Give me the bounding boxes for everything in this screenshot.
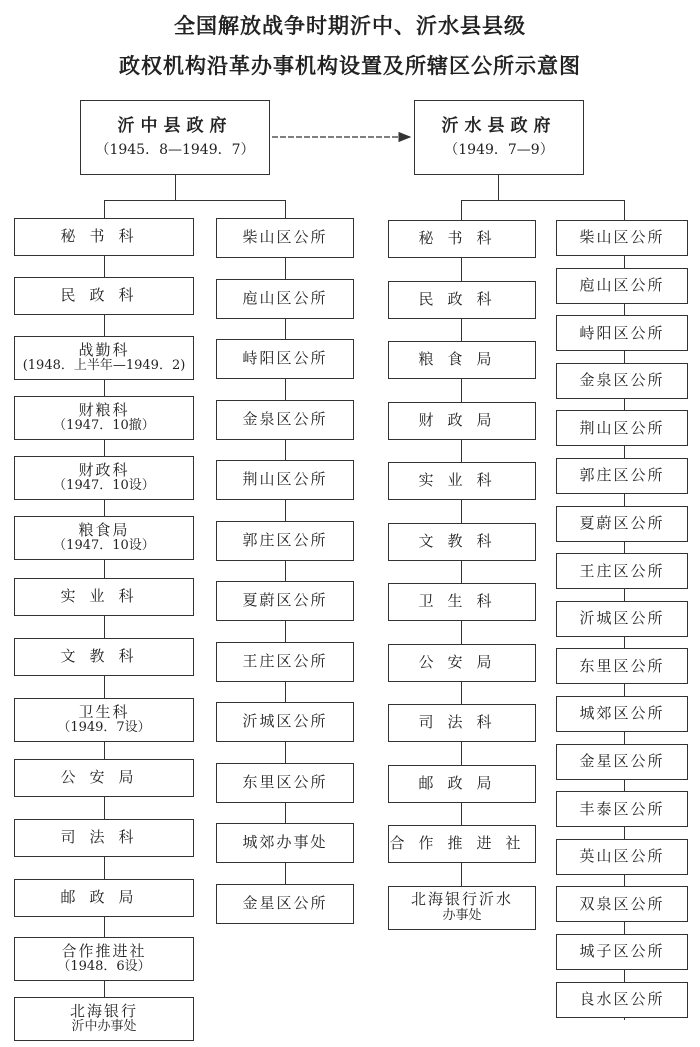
dept-name: 秘书科 xyxy=(60,227,148,246)
dept-note: 沂中办事处 xyxy=(71,1019,137,1035)
right-districts-box xyxy=(556,601,688,637)
left-districts-box xyxy=(216,400,354,440)
district-name: 金泉区公所 xyxy=(242,409,328,428)
right-districts-box xyxy=(556,934,688,970)
district-name: 沂城区公所 xyxy=(579,609,665,628)
district-name: 庖山区公所 xyxy=(242,288,328,307)
right-stem xyxy=(498,175,499,200)
district-name: 荆山区公所 xyxy=(579,418,665,437)
right-districts-box xyxy=(556,268,688,304)
right-districts-box xyxy=(556,220,688,256)
dept-name: 秘书科 xyxy=(418,229,506,248)
right-districts-box xyxy=(556,839,688,875)
left-stem xyxy=(175,175,176,200)
left-districts-box xyxy=(216,279,354,319)
left-depts-box xyxy=(14,937,194,981)
dept-note: （1947．10设） xyxy=(53,538,155,554)
district-name: 王庄区公所 xyxy=(579,561,665,580)
left-depts-box xyxy=(14,218,194,256)
dept-note: (1948．上半年—1949．2) xyxy=(22,358,186,374)
chart-title-line1: 全国解放战争时期沂中、沂水县县级 xyxy=(174,13,526,38)
district-name: 柴山区公所 xyxy=(579,228,665,247)
left-districts-box xyxy=(216,702,354,742)
dept-name: 公安局 xyxy=(60,768,148,787)
left-districts-box xyxy=(216,823,354,863)
district-name: 金星区公所 xyxy=(579,751,665,770)
left-depts-box xyxy=(14,759,194,797)
right-depts-box xyxy=(388,220,536,258)
right-depts-box xyxy=(388,765,536,803)
right-depts-box xyxy=(388,462,536,500)
dept-name: 财政局 xyxy=(418,410,506,429)
district-name: 夏蔚区公所 xyxy=(579,513,665,532)
left-depts-box xyxy=(14,396,194,440)
dept-name: 公安局 xyxy=(418,652,506,671)
dept-name: 文教科 xyxy=(418,531,506,550)
left-depts-box xyxy=(14,516,194,560)
district-name: 城子区公所 xyxy=(579,942,665,961)
district-name: 柴山区公所 xyxy=(242,228,328,247)
right-depts-box xyxy=(388,583,536,621)
left-depts-box xyxy=(14,879,194,917)
left-districts-box xyxy=(216,521,354,561)
district-name: 丰泰区公所 xyxy=(579,799,665,818)
right-districts-box xyxy=(556,458,688,494)
right-depts-box xyxy=(388,281,536,319)
left-districts-box xyxy=(216,763,354,803)
district-name: 英山区公所 xyxy=(579,847,665,866)
right-districts-box xyxy=(556,791,688,827)
district-name: 东里区公所 xyxy=(242,772,328,791)
left-districts-box xyxy=(216,884,354,924)
district-name: 峙阳区公所 xyxy=(579,323,665,342)
district-name: 城郊办事处 xyxy=(242,833,328,852)
dept-name: 卫生科 xyxy=(78,702,130,721)
district-name: 良水区公所 xyxy=(579,989,665,1008)
left-districts-box xyxy=(216,218,354,258)
right-depts-box xyxy=(388,704,536,742)
district-name: 沂城区公所 xyxy=(242,712,328,731)
left-depts-box xyxy=(14,997,194,1041)
district-name: 夏蔚区公所 xyxy=(242,591,328,610)
district-name: 王庄区公所 xyxy=(242,651,328,670)
district-name: 郭庄区公所 xyxy=(579,466,665,485)
district-name: 金星区公所 xyxy=(242,893,328,912)
right-depts-box xyxy=(388,886,536,930)
right-depts-box xyxy=(388,402,536,440)
dept-name: 财政科 xyxy=(78,460,130,479)
dept-name: 卫生科 xyxy=(418,592,506,611)
district-name: 东里区公所 xyxy=(579,656,665,675)
left-branch xyxy=(104,200,285,201)
right-depts-box xyxy=(388,341,536,379)
left-depts-box xyxy=(14,638,194,676)
right-districts-box xyxy=(556,363,688,399)
dept-name: 实业科 xyxy=(418,471,506,490)
left-depts-box xyxy=(14,698,194,742)
dept-name: 邮政局 xyxy=(418,773,506,792)
dept-note: （1947．10撤） xyxy=(53,418,155,434)
dept-name: 民政科 xyxy=(60,286,148,305)
chart-title-line2: 政权机构沿革办事机构设置及所辖区公所示意图 xyxy=(119,53,581,78)
dept-name: 粮食局 xyxy=(78,520,130,539)
district-name: 峙阳区公所 xyxy=(242,349,328,368)
district-name: 双泉区公所 xyxy=(579,894,665,913)
right-districts-box xyxy=(556,696,688,732)
district-name: 荆山区公所 xyxy=(242,470,328,489)
left-districts-box xyxy=(216,581,354,621)
right-districts-box xyxy=(556,553,688,589)
dept-note: 办事处 xyxy=(442,907,482,923)
dept-note: （1947．10设） xyxy=(53,478,155,494)
left-districts-box xyxy=(216,642,354,682)
dept-note: （1948．6设） xyxy=(57,959,151,975)
left-depts-box xyxy=(14,819,194,857)
left-government-period: （1945．8—1949．7） xyxy=(95,142,255,159)
right-districts-box xyxy=(556,886,688,922)
right-depts-box xyxy=(388,644,536,682)
right-government-name: 沂水县政府 xyxy=(441,115,557,136)
dept-name: 实业科 xyxy=(60,587,148,606)
right-districts-box xyxy=(556,744,688,780)
dept-note: （1949．7设） xyxy=(57,720,151,736)
left-government-name: 沂中县政府 xyxy=(117,115,233,136)
right-districts-box xyxy=(556,506,688,542)
right-depts-box xyxy=(388,523,536,561)
district-name: 城郊区公所 xyxy=(579,704,665,723)
right-districts-box xyxy=(556,648,688,684)
left-depts-box xyxy=(14,277,194,315)
dept-name: 邮政局 xyxy=(60,888,148,907)
dept-name: 财粮科 xyxy=(78,400,130,419)
left-depts-box xyxy=(14,456,194,500)
dept-name: 北海银行 xyxy=(69,1001,138,1020)
district-name: 庖山区公所 xyxy=(579,275,665,294)
district-name: 金泉区公所 xyxy=(579,371,665,390)
dept-name: 北海银行沂水 xyxy=(410,890,513,909)
dept-name: 民政科 xyxy=(418,289,506,308)
right-districts-box xyxy=(556,315,688,351)
dept-name: 粮食局 xyxy=(418,350,506,369)
right-districts-box xyxy=(556,410,688,446)
right-districts-box xyxy=(556,982,688,1018)
dept-name: 合作推进社 xyxy=(389,834,535,853)
dept-name: 合作推进社 xyxy=(61,941,147,960)
left-districts-box xyxy=(216,460,354,500)
dept-name: 司法科 xyxy=(60,828,148,847)
left-depts-box xyxy=(14,336,194,380)
dept-name: 战勤科 xyxy=(78,340,130,359)
right-branch xyxy=(461,200,624,201)
right-government-period: （1949．7—9） xyxy=(444,142,554,159)
dept-name: 司法科 xyxy=(418,713,506,732)
left-districts-box xyxy=(216,339,354,379)
dept-name: 文教科 xyxy=(60,647,148,666)
right-depts-box xyxy=(388,825,536,863)
left-depts-box xyxy=(14,578,194,616)
district-name: 郭庄区公所 xyxy=(242,530,328,549)
